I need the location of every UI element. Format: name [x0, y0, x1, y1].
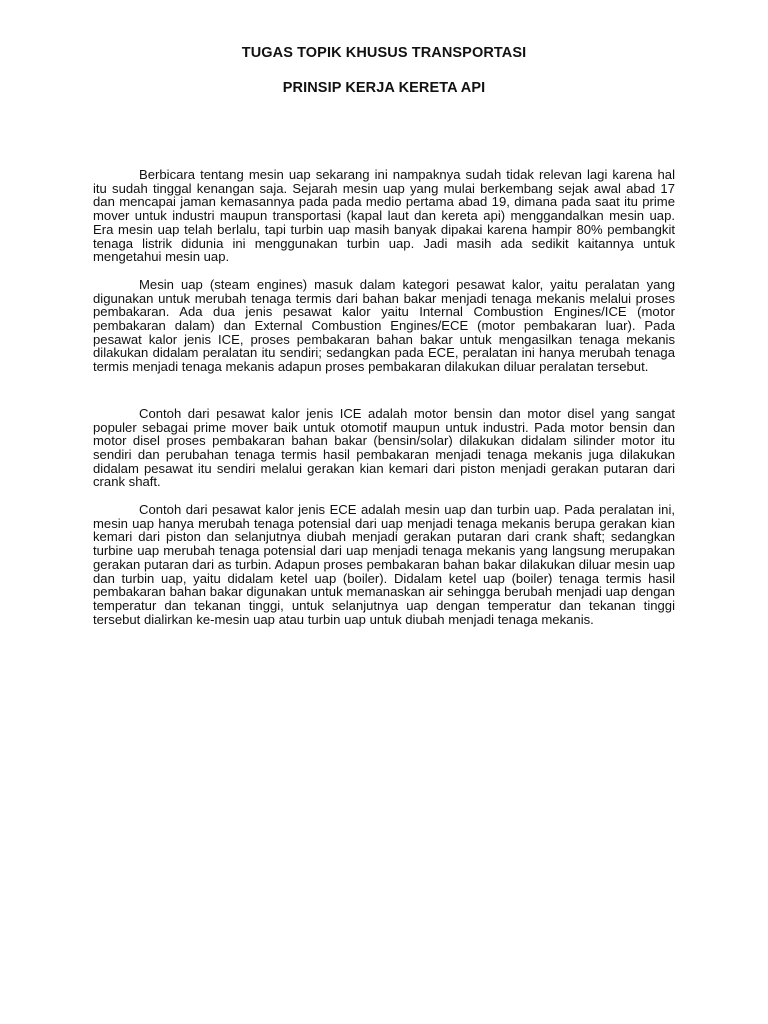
- paragraph-1: Berbicara tentang mesin uap sekarang ini nampaknya sudah tidak relevan lagi karena hal itu sudah tinggal kenangan saja. Sejarah mesin uap yang mulai berkembang sejak awal abad 17 dan mencapai jaman kemasannya pada pada medio pertama abad 19, dimana pada saat itu prime mover untuk industri maupun transportasi (kapal laut dan kereta api) menggandalkan mesin uap. Era mesin uap telah berlalu, tapi turbin uap masih banyak dipakai karena hampir 80% pembangkit tenaga listrik didunia ini menggunakan turbin uap. Jadi masih ada sedikit kaitannya untuk mengetahui mesin uap.: [93, 167, 675, 265]
- paragraph-4: Contoh dari pesawat kalor jenis ECE adalah mesin uap dan turbin uap. Pada peralatan ini, mesin uap hanya merubah tenaga potensial dari uap menjadi tenaga mekanis berupa gerakan kian kemari dari piston dan selanjutnya diubah menjadi gerakan putaran dari crank shaft; sedangkan turbine uap merubah tenaga potensial dari uap menjadi tenaga mekanis yang langsung merupakan gerakan putaran dari as turbin. Adapun proses pembakaran bahan bakar dilakukan diluar mesin uap dan turbin uap, yaitu didalam ketel uap (boiler). Didalam ketel uap (boiler) tenaga termis hasil pembakaran bahan bakar digunakan untuk memanaskan air sehingga berubah menjadi uap dengan temperatur dan tekanan tinggi, untuk selanjutnya uap dengan temperatur dan tekanan tinggi tersebut dialirkan ke-mesin uap atau turbin uap untuk diubah menjadi tenaga mekanis.: [93, 502, 675, 627]
- paragraph-2: Mesin uap (steam engines) masuk dalam kategori pesawat kalor, yaitu peralatan yang digunakan untuk merubah tenaga termis dari bahan bakar menjadi tenaga mekanis melalui proses pembakaran. Ada dua jenis pesawat kalor yaitu Internal Combustion Engines/ICE (motor pembakaran dalam) dan External Combustion Engines/ECE (motor pembakaran luar). Pada pesawat kalor jenis ICE, proses pembakaran bahan bakar untuk mengasilkan tenaga mekanis dilakukan didalam peralatan itu sendiri; sedangkan pada ECE, peralatan ini hanya merubah tenaga termis menjadi tenaga mekanis adapun proses pembakaran dilakukan diluar peralatan tersebut.: [93, 276, 675, 375]
- paragraph-3: Contoh dari pesawat kalor jenis ICE adalah motor bensin dan motor disel yang sangat populer sebagai prime mover baik untuk otomotif maupun untuk industri. Pada motor bensin dan motor disel proses pembakaran bahan bakar (bensin/solar) dilakukan didalam silinder motor itu sendiri dan perubahan tenaga termis hasil pembakaran menjadi tenaga mekanis juga dilakukan didalam pesawat itu sendiri melalui gerakan kian kemari dari piston menjadi gerakan putaran dari crank shaft.: [93, 405, 675, 490]
- document-title: TUGAS TOPIK KHUSUS TRANSPORTASI: [241, 45, 527, 61]
- document-subtitle: PRINSIP KERJA KERETA API: [282, 80, 486, 96]
- document-body: [93, 168, 675, 626]
